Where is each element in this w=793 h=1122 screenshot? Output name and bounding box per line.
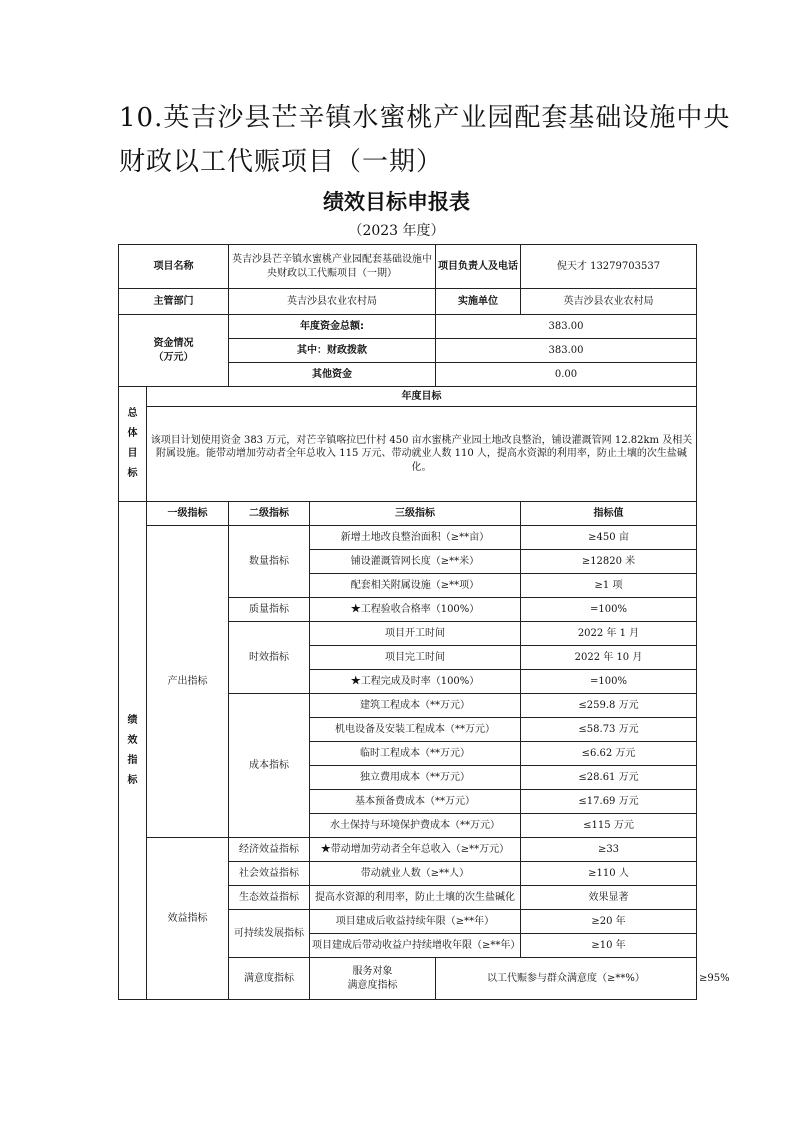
indicator-name: 临时工程成本（**万元） [310, 742, 521, 766]
indicator-value: ≥110 人 [521, 862, 697, 886]
indicator-row [119, 838, 697, 862]
indicator-value: ≥20 年 [521, 910, 697, 934]
level2-social: 社会效益指标 [229, 862, 310, 886]
indicator-name: 铺设灌溉管网长度（≥**米） [310, 550, 521, 574]
impl-label: 实施单位 [436, 289, 521, 315]
level2-service-satisfaction [310, 958, 436, 1000]
indicator-name: 基本预备费成本（**万元） [310, 790, 521, 814]
indicator-value: 效果显著 [521, 886, 697, 910]
level1-output: 产出指标 [147, 526, 229, 838]
project-name-label: 项目名称 [119, 245, 229, 289]
form-year: （2023 年度） [348, 223, 445, 239]
indicator-value: =100% [521, 670, 697, 694]
indicator-value: ≤58.73 万元 [521, 718, 697, 742]
indicator-name: 配套相关附属设施（≥**项） [310, 574, 521, 598]
annual-target-text: 该项目计划使用资金 383 万元，对芒辛镇喀拉巴什村 450 亩水蜜桃产业园土地改良整治，铺设灌溉管网 12.82km 及相关附属设施。能带动增加劳动者全年总收入 115 万元、带动就业人数 110 人，提高水资源的利用率，防止土壤的次生盐碱化。 [147, 407, 697, 502]
indicator-name: 水土保持与环境保护费成本（**万元） [310, 814, 521, 838]
project-name-row [119, 245, 697, 289]
impl-value: 英吉沙县农业农村局 [521, 289, 697, 315]
funds-other-value: 0.00 [436, 363, 697, 387]
level2-ecological: 生态效益指标 [229, 886, 310, 910]
manager-label: 项目负责人及电话 [436, 245, 521, 289]
indicator-name: 新增土地改良整治面积（≥**亩） [310, 526, 521, 550]
funds-total-row [119, 315, 697, 339]
indicator-value: ≥10 年 [521, 934, 697, 958]
header-value: 指标值 [521, 502, 697, 526]
level2-sustainable: 可持续发展指标 [229, 910, 310, 958]
indicator-row: 满意度指标 服务对象 满意度指标 以工代赈参与群众满意度（≥**%） ≥95% [119, 958, 697, 1000]
indicator-value: 2022 年 1 月 [521, 622, 697, 646]
indicator-value: ≥1 项 [521, 574, 697, 598]
header-level2: 二级指标 [229, 502, 310, 526]
indicator-value: ≥12820 米 [521, 550, 697, 574]
indicator-value: ≥450 亩 [521, 526, 697, 550]
indicator-name: ★工程完成及时率（100%） [310, 670, 521, 694]
funds-total-label: 年度资金总额: [229, 315, 436, 339]
indicator-header-row [119, 502, 697, 526]
dept-row [119, 289, 697, 315]
heading-line-2: 财政以工代赈项目（一期） [119, 147, 444, 177]
level2-quality: 质量指标 [229, 598, 310, 622]
annual-target-header-row [119, 387, 697, 407]
indicator-value: ≤28.61 万元 [521, 766, 697, 790]
indicator-name: 建筑工程成本（**万元） [310, 694, 521, 718]
level2-timeliness: 时效指标 [229, 622, 310, 694]
funds-label-line-2: （万元） [153, 351, 194, 363]
form-title: 绩效目标申报表 [323, 190, 470, 214]
indicator-name: 项目完工时间 [310, 646, 521, 670]
funds-fiscal-label: 其中：财政拨款 [229, 339, 436, 363]
heading-line-1: 10.英吉沙县芒辛镇水蜜桃产业园配套基础设施中央 [119, 103, 731, 133]
header-level1: 一级指标 [147, 502, 229, 526]
indicator-name: 项目建成后带动收益户持续增收年限（≥**年） [310, 934, 521, 958]
indicator-name: 带动就业人数（≥**人） [310, 862, 521, 886]
indicator-name: 提高水资源的利用率，防止土壤的次生盐碱化 [310, 886, 521, 910]
indicator-name: 机电设备及安装工程成本（**万元） [310, 718, 521, 742]
level2-service-line-2: 满意度指标 [347, 979, 398, 991]
indicator-value: ≤6.62 万元 [521, 742, 697, 766]
document-heading [119, 96, 731, 184]
funds-label [119, 315, 229, 387]
indicator-value: ≤259.8 万元 [521, 694, 697, 718]
dept-value: 英吉沙县农业农村局 [229, 289, 436, 315]
indicator-value: ≤115 万元 [521, 814, 697, 838]
indicator-name: 项目建成后收益持续年限（≥**年） [310, 910, 521, 934]
funds-other-label: 其他资金 [229, 363, 436, 387]
level2-service-line-1: 服务对象 [352, 966, 393, 977]
annual-target-text-row [119, 407, 697, 502]
level1-satisfaction: 满意度指标 [229, 958, 310, 1000]
level2-cost: 成本指标 [229, 694, 310, 838]
manager-value: 倪天才 13279703537 [521, 245, 697, 289]
indicator-name: 独立费用成本（**万元） [310, 766, 521, 790]
indicator-row [119, 526, 697, 550]
funds-total-value: 383.00 [436, 315, 697, 339]
indicator-value: ≥33 [521, 838, 697, 862]
funds-label-line-1: 资金情况 [153, 338, 194, 349]
indicator-value: =100% [521, 598, 697, 622]
level2-economic: 经济效益指标 [229, 838, 310, 862]
indicator-name: ★工程验收合格率（100%） [310, 598, 521, 622]
indicator-name: 项目开工时间 [310, 622, 521, 646]
indicators-side-label: 绩效指标 [119, 502, 147, 1000]
overall-target-side-label: 总体目标 [119, 387, 147, 502]
indicator-value: ≤17.69 万元 [521, 790, 697, 814]
annual-target-label: 年度目标 [147, 387, 697, 407]
level1-benefit: 效益指标 [147, 838, 229, 1000]
level2-quantity: 数量指标 [229, 526, 310, 598]
performance-target-table [118, 244, 730, 1000]
indicator-name: ★带动增加劳动者全年总收入（≥**万元） [310, 838, 521, 862]
funds-fiscal-value: 383.00 [436, 339, 697, 363]
dept-label: 主管部门 [119, 289, 229, 315]
indicator-name: 以工代赈参与群众满意度（≥**%） [436, 958, 697, 1000]
project-name-value: 英吉沙县芒辛镇水蜜桃产业园配套基础设施中央财政以工代赈项目（一期） [229, 245, 436, 289]
indicator-value: 2022 年 10 月 [521, 646, 697, 670]
header-level3: 三级指标 [310, 502, 521, 526]
